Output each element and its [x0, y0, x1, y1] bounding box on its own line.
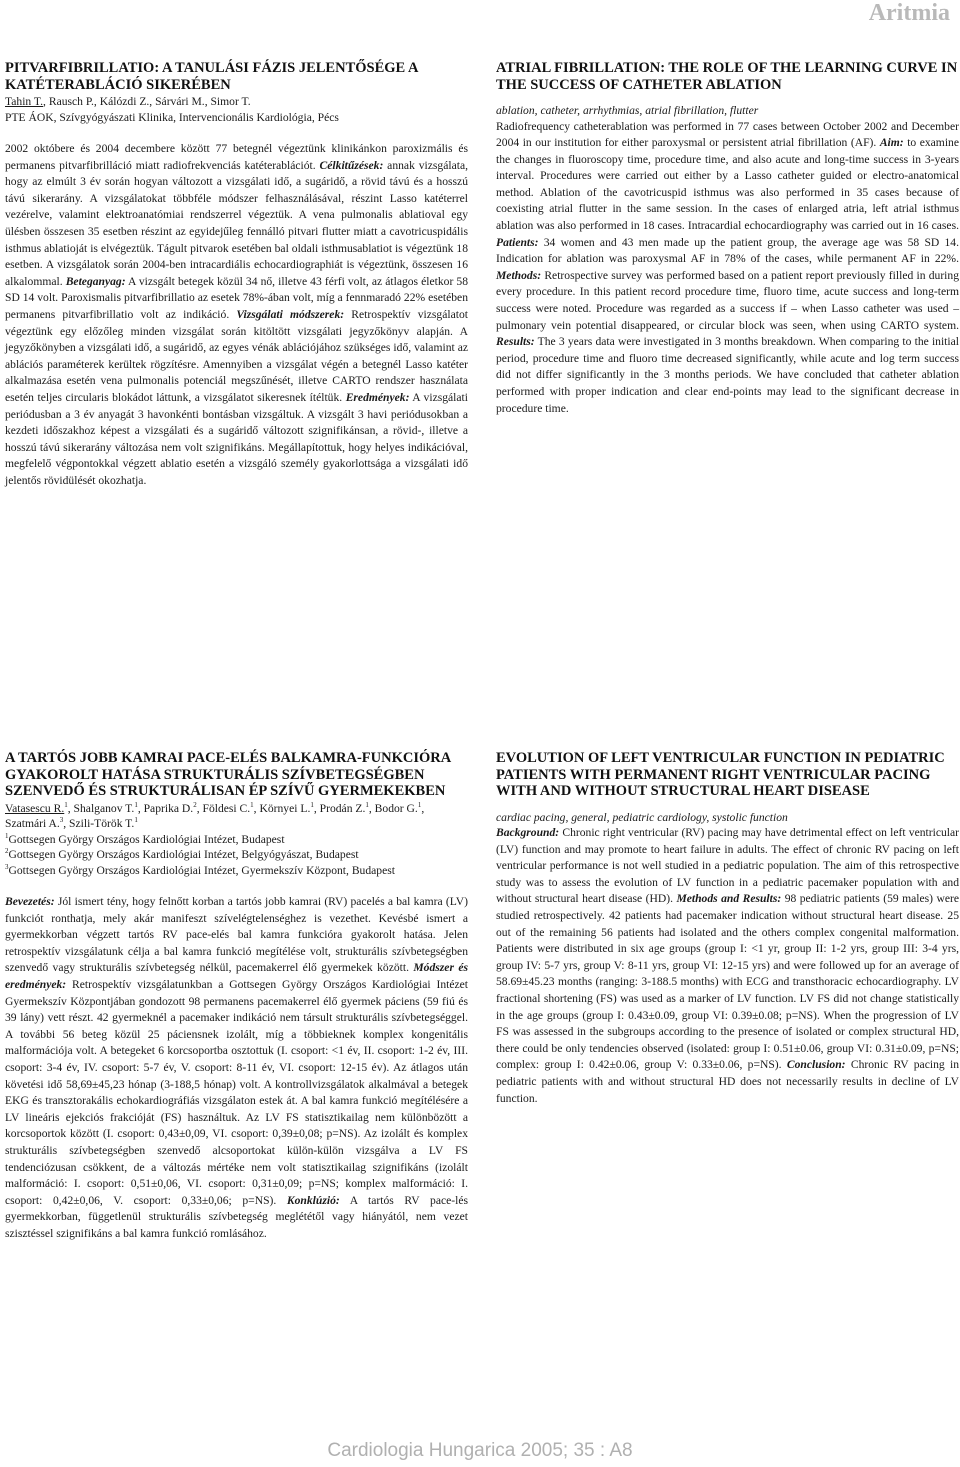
article-hu-pacing — [5, 750, 468, 1242]
author-sup: 1 — [417, 800, 422, 809]
abstract-text: Retrospektív vizsgálatunkban a Gottsegen György Országos Kardiológiai Intézet Gyermekszív Központjában gondozott 98 permanens pacemakerrel élő gyermek páciens (59 fiú és 39 lány) vett részt. 42 gyermeknél a pacemaker indikáció nem társult strukturális szívbetegséggel. A további 56 beteg közül 25 páciensnek izolált, míg a többieknek komplex kongenitális malformációja volt. A betegeket 6 korcsoportba osztottuk (I. csoport: <1 év, II. csoport: 1-2 év, III. csoport: 3-4 év, IV. csoport: 5-7 év, V. csoport: 8-11 év, VI. csoport: 12-15 év). Az átlagos után követési idő 58,69±45,23 hónap (3-188,5 hónap) volt. A kontrollvizsgálatok alkalmával a betegek EKG és transztorakális echokardiográfiás vizsgálaton estek át. A bal kamra funkció megítélésére a LV lineáris ejekciós frakcióját (FS) használtuk. Az LV FS statisztikailag nem különbözött a korcsoportok között (I. csoport: 0,43±0,09, VI. csoport: 0,39±0,08; p=NS). Az izolált és komplex strukturális szívbetegségben szenvedő alcsoportokat külön-külön vizsgálva a LV FS tendenciózusan csökkent, de a változás mértéke nem volt statisztikailag szignifikáns (izolált malformáció: I. csoport: 0,51±0,06, VI. csoport: 0,31±0,09; p=NS; komplex malformáció: I. csoport: 0,42±0,06, V. csoport: 0,33±0,06; p=NS). — [5, 977, 468, 1207]
affiliation-sup: 2 — [5, 847, 9, 856]
article-hu-af — [5, 60, 468, 489]
abstract-text: Retrospective survey was performed based on a patient report previously filled in during every procedure. In this patient record procedure time, fluoro time, acute success and long-term success were noted. Procedure was regarded as a success if – when Lasso catheter was used – pulmonary vein potential disappeared, or circular block was seen, when using CARTO system. — [496, 268, 959, 332]
co-authors — [5, 802, 424, 831]
affiliation-text: Gottsegen György Országos Kardiológiai Intézet, Gyermekszív Központ, Budapest — [8, 863, 395, 877]
author-name: , Paprika D. — [137, 801, 194, 815]
abstract-text: 2002 októbere és 2004 decembere között 77 betegnél végeztünk klinikánkon paroxizmális és permanens pitvarfibrilláció miatt radiofrekvenciás katéterablációt. — [5, 142, 468, 172]
affiliation — [5, 847, 468, 863]
abstract-heading: Results: — [496, 335, 535, 349]
abstract-heading: Background: — [496, 826, 560, 839]
affiliation-sup: 1 — [5, 831, 9, 840]
article-title: A TARTÓS JOBB KAMRAI PACE-ELÉS BALKAMRA-FUNKCIÓRA GYAKOROLT HATÁSA STRUKTURÁLIS SZÍVBETEGSÉGBEN SZENVEDŐ ÉS STRUKTURÁLISAN ÉP SZÍVŰ GYERMEKEKBEN — [5, 750, 451, 799]
author-sup: 1 — [365, 800, 369, 809]
author-sup: 3 — [59, 816, 64, 825]
affiliation — [5, 863, 468, 879]
abstract-text: Jól ismert tény, hogy felnőtt korban a tartós jobb kamrai (RV) pacelés a bal kamra (LV) funkciót ronthatja, mely akár manifeszt szívelégtelenséghez is vezethet. Kevésbé ismert a gyermekkorban végzett tartós RV pace-elés bal kamra funkcióra gyakorolt hatása. Jelen retrospektív vizsgálatunk célja a bal kamra funkció megítélése volt, strukturális szívbetegségben szenvedő vagy strukturális szívbetegség nélkül, pacemakerrel élő gyermekek között. — [5, 895, 468, 975]
abstract-heading: Vizsgálati módszerek: — [236, 307, 345, 321]
author-name: , Bodor G. — [368, 801, 418, 815]
abstract-text: Retrospektív vizsgálatot végeztünk egy előzőleg minden vizsgálat során kitöltött vizsgálati jegyzőkönyv alapján. A jegyzőkönyben a vizsgálati idő, a sugáridő, az egyes vénák ablációjához szükséges idő, valamint az ablációs paraméterek kerültek rögzítésre. Amennyiben a vizsgálat végén a betegnél Lasso katéter alkalmazása esetén vena pulmonalis potenciál megszűnését, illetve CARTO rendszer használata esetén teljes circularis blokádot láttunk, a vizsgálatot sikeresnek ítéltük. — [5, 307, 468, 404]
author-sup: 1 — [250, 800, 254, 809]
abstract-text: Chronic right ventricular (RV) pacing may have detrimental effect on left ventricular (LV) function and may promote to heart failure in adults. The effect of chronic RV pacing on left ventricular performance is not well studied in a pediatric population. The aim of this retrospective study was to assess the evolution of LV function in a pediatric pacemaker population with and without structural heart disease (HD). — [496, 826, 959, 906]
abstract-text: annak vizsgálata, hogy az elmúlt 3 év során hogyan változott a vizsgálati idő, a sugáridő, a rövid távú és a hosszú távú sikerarány. A vizsgálatokat többféle módszer felhasználásával, részint Lasso katéterrel vezérelve, valamint elektroanatómiai rendszerrel végeztük. A vena pulmonalis ablatioval egy ülésben összesen 35 esetben részint az egyidejűleg fennálló pitvari flutter miatt a cavotricuspidális isthmus ablatioját is elvégeztük. Tágult pitvarok esetében bal oldali isthmusablatiot is végeztünk 18 esetben. A vizsgálatok során 2004-ben intracardiális echocardiographiát is végeztünk, összesen 16 alkalommal. — [5, 158, 468, 288]
abstract-heading: Aim: — [879, 136, 904, 150]
section-header: Aritmia — [868, 0, 950, 26]
co-authors: , Rausch P., Kálózdi Z., Sárvári M., Simor T. — [43, 95, 251, 108]
abstract-text: Chronic RV pacing in pediatric patients with and without structural HD does not necessarily results in decline of LV function. — [496, 1058, 959, 1105]
abstract-body — [496, 119, 959, 418]
author-sup: 1 — [134, 800, 138, 809]
affiliation-text: Gottsegen György Országos Kardiológiai Intézet, Budapest — [8, 832, 285, 846]
abstract-text: 34 women and 43 men made up the patient group, the average age was 58 SD 14. Indication for ablation was paroxysmal AF in 78% of the cases, while permanent AF in 22%. — [496, 235, 959, 266]
affiliation-text: Gottsegen György Országos Kardiológiai Intézet, Belgyógyászat, Budapest — [8, 848, 359, 861]
abstract-text: A vizsgálati periódusban a 3 év anyagát 3 havonkénti bontásban vizsgáltuk. A vizsgált 3 havi periódusokban a kezdeti időszakhoz képest a vizsgálati és a sugáridő változott szignifikánsan, a rövid-, illetve a hosszú távú sikerarány változása nem volt szignifikáns. Megállapítottuk, hogy helyes indikációval, megfelelő végpontokkal végzett ablatio esetén a vizsgáló személy gyakorlottsága a vizsgálati idő jelentős rövidülését okozhatja. — [5, 390, 468, 487]
article-en-pacing — [496, 750, 959, 1107]
abstract-heading: Beteganyag: — [65, 274, 126, 288]
abstract-text: 98 pediatric patients (59 males) were studied retrospectively. 42 patients had pacemaker indication without structural heart disease. 25 out of the remaining 56 patients had isolated and the others complex congenital malformation. Patients were distributed in six age groups (group I: <1 yr, group II: 1-2 yrs, group III: 3-4 yrs, group IV: 5-7 yrs, group V: 8-11 yrs, group VI: 12-15 yrs) and were followed up for an average of 58.69±45.23 months (ranging: 3-188.5 months) with ECG and transthoracic echocardiography. LV fractional shortening (FS) was used as a marker of LV function. LV FS did not change statistically in the age groups (group I: 0.43±0.09, group VI: 0.39±0.08; p=NS). When the progression of LV FS was assessed in the subgroups according to the presence of isolated or complex structural HD, there could be only tendencies observed (isolated: group I: 0.51±0.06, group VI: 0.31±0.09, p=NS; complex: group I: 0.42±0.06, group V: 0.33±0.06, p=NS). — [496, 892, 959, 1072]
author-name: , Prodán Z. — [313, 801, 366, 815]
abstract-body — [496, 825, 959, 1107]
author-sup: 2 — [193, 800, 197, 809]
presenting-author: Tahin T. — [5, 95, 44, 108]
author-sup: 1 — [64, 800, 68, 809]
abstract-heading: Bevezetés: — [5, 895, 55, 908]
author-name: , Shalganov T. — [67, 801, 135, 815]
author-sup: 1 — [134, 816, 138, 825]
abstract-text: Radiofrequency catheterablation was performed in 77 cases between October 2002 and December 2004 in our institution for either paroxysmal or persistent atrial fibrillation (AF). — [496, 119, 959, 150]
abstract-heading: Módszer és eredmények: — [5, 961, 468, 991]
affiliation: PTE ÁOK, Szívgyógyászati Klinika, Intervencionális Kardiológia, Pécs — [5, 110, 339, 124]
author-name: , Földesi C. — [196, 801, 251, 815]
article-title: EVOLUTION OF LEFT VENTRICULAR FUNCTION IN PEDIATRIC PATIENTS WITH PERMANENT RIGHT VENTRICULAR PACING WITH AND WITHOUT STRUCTURAL HEART DISEASE — [496, 750, 945, 799]
affiliation-sup: 3 — [5, 862, 9, 871]
abstract-heading: Célkitűzések: — [319, 158, 384, 172]
presenting-author: Vatasescu R. — [5, 801, 65, 815]
abstract-text: A tartós RV pace-lés gyermekkorban, függetlenül strukturális szívbetegség meglététől vagy hiányától, nem vezet szisztéssel szignifikáns a bal kamra funkció romlásához. — [5, 1193, 468, 1240]
keywords: cardiac pacing, general, pediatric cardiology, systolic function — [496, 810, 788, 824]
abstract-text: A vizsgált betegek közül 34 nő, illetve 43 férfi volt, az átlagos életkor 58 SD 14 volt. Paroxismalis pitvarfibrillatio az esetek 78%-ában volt, míg a fennmaradó 22% esetében permanens pitvarfibrillatio volt az indikáció. — [5, 274, 468, 321]
author-name: , Szili-Török T. — [63, 817, 135, 830]
affiliation — [5, 832, 468, 848]
author-name: , Környei L. — [253, 801, 311, 815]
affiliation-list — [5, 832, 468, 879]
abstract-heading: Patients: — [496, 235, 539, 249]
abstract-heading: Methods and Results: — [676, 892, 782, 906]
abstract-heading: Konklúzió: — [286, 1193, 340, 1207]
author-list — [5, 801, 468, 832]
article-en-af — [496, 60, 959, 417]
abstract-text: to examine the changes in fluoroscopy time, procedure time, and also acute and long-time success in 3-years interval. Procedures were carried out either by a Lasso catheter guided or electro-anatomical method. Ablation of the cavotricuspid isthmus was also performed in 35 cases because of coexisting atrial flutter in the same session. In the cases of enlarged atria, left atrial isthmus ablation was also performed in 18 cases. Intracardial echocardiography was carried out in 16 cases. — [496, 136, 959, 233]
author-sup: 1 — [310, 800, 314, 809]
author-name: , Szatmári A. — [5, 801, 425, 830]
abstract-text: The 3 years data were investigated in 3 months breakdown. When comparing to the initial period, procedure time and fluoro time decreased significantly, while acute and log term success did not differ significantly in the 3 months periods. We have concluded that catheter ablation performed with proper indication and clear end-points may lead to the significant decrease in procedure time. — [496, 335, 959, 415]
abstract-heading: Eredmények: — [345, 390, 410, 404]
article-title: ATRIAL FIBRILLATION: THE ROLE OF THE LEARNING CURVE IN THE SUCCESS OF CATHETER ABLATION — [496, 60, 958, 93]
abstract-body — [5, 141, 468, 489]
abstract-heading: Conclusion: — [786, 1058, 846, 1072]
abstract-body — [5, 894, 468, 1242]
journal-footer: Cardiologia Hungarica 2005; 35 : A8 — [327, 1440, 633, 1461]
author-list — [5, 94, 468, 110]
article-title: PITVARFIBRILLATIO: A TANULÁSI FÁZIS JELENTŐSÉGE A KATÉTERABLÁCIÓ SIKERÉBEN — [5, 60, 418, 93]
keywords: ablation, catheter, arrhythmias, atrial fibrillation, flutter — [496, 104, 759, 117]
abstract-heading: Methods: — [496, 268, 542, 282]
